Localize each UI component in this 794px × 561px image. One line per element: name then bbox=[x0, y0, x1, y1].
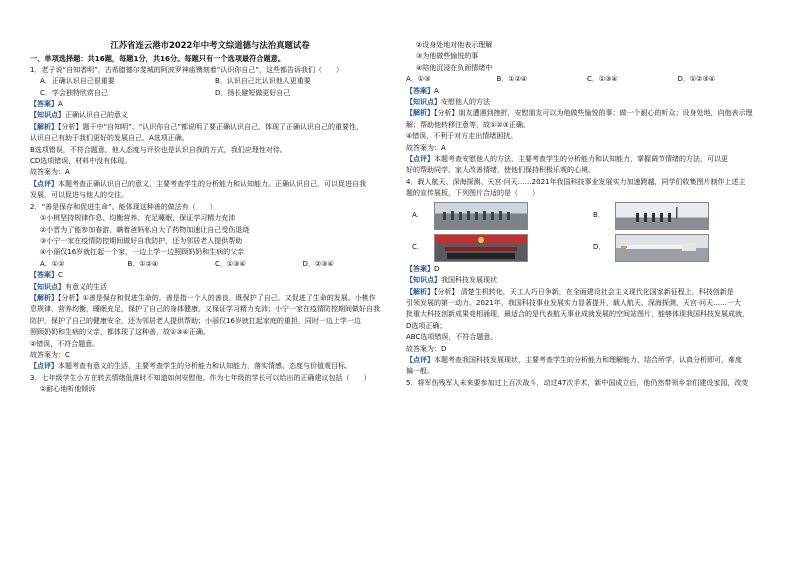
q1-comment-2: 发展，可以促进与他人的交往。 bbox=[30, 191, 128, 200]
q2-statement-1: ①小桃坚持规律作息、均衡营养、充足睡眠，保证学习精力充沛 bbox=[40, 214, 236, 223]
q3-statement-4: ④陪他沉浸在负面情绪中 bbox=[416, 63, 493, 72]
q1-knowledge-point: 正确认识自己的意义 bbox=[65, 111, 128, 120]
q2-final-answer: 故答案为：C bbox=[30, 350, 70, 359]
q2-option-c: C．①③④ bbox=[215, 259, 246, 268]
q2-statement-4: ④小丽仅16岁就扛起一个家，一边上学一边照顾奶奶和生病的父亲 bbox=[40, 248, 245, 257]
q1-option-b: B．认识自己比认识他人更重要 bbox=[215, 77, 311, 86]
q2-option-d: D．②③④ bbox=[302, 259, 334, 268]
q2-comment-tag: 【点评】 bbox=[30, 362, 58, 371]
q4-analysis-4: D选项正确； bbox=[406, 321, 447, 330]
q2-option-a: A．①② bbox=[40, 259, 65, 268]
q2-statement-3: ③小宁一家在疫情防控期间做好自我防护，还为邻居老人提供帮助 bbox=[40, 236, 243, 245]
q3-answer: A bbox=[434, 86, 439, 95]
question-3-cont bbox=[406, 40, 768, 177]
q1-answer: A bbox=[58, 100, 63, 109]
q3-analysis-2: 解；帮助他转移注意等，故①②③正确。 bbox=[406, 120, 530, 129]
paper-title: 江苏省连云港市2022年中考文综道德与法治真题试卷 bbox=[110, 40, 310, 50]
q3-option-a: A．①③ bbox=[406, 75, 431, 84]
q4-stem-2: 题的宣传展板，下列图片合适的是（ ） bbox=[406, 189, 539, 198]
q4-photo-a bbox=[434, 202, 528, 230]
q2-statement-2: ②小晋为了能参加春游，瞒着爸妈私自大了药物加速让自己受伤退烧 bbox=[40, 225, 250, 234]
q1-kp-tag: 【知识点】 bbox=[30, 111, 65, 120]
q4-stem-1: 4．载人航天、深海探测、天宫·问天……2021年我国科技事业发展实力加速跨越，同学们收集图片制作上述主 bbox=[406, 177, 746, 186]
q4-photo-c bbox=[434, 234, 528, 262]
question-1 bbox=[30, 65, 390, 202]
q1-comment-1: 本题考查正确认识自己的意义，主要考查学生的分析能力和认知能力。正确认识自己，可以促进自我 bbox=[58, 179, 366, 188]
q4-comment-1: 本题考查我国科技发展现状，主要考查学生的分析能力和理解能力，结合所学，认真分析即可，难度 bbox=[434, 355, 742, 364]
q3-comment-1: 本题考查安慰他人的方法，主要考查学生的分析能力和认知能力，掌握调节情绪的方法，可以更 bbox=[434, 155, 728, 164]
q4-analysis-2: 引领发展的第一动力。2021年，我国科技事业发展实力显著提升，载人航天、深海探测，天宫·问天……一大 bbox=[406, 298, 742, 307]
q1-analysis-1: 【分析】题干中“自知明”、“认识你自己”都说明了要正确认识自己，体现了正确认识自己的重要性， bbox=[58, 122, 364, 131]
q1-analysis-3: B选项错误，不符合题意，他人态度与评价也是认识自我的方式，我们应理性对待。 bbox=[30, 145, 287, 154]
q2-analysis-3: 防护，保护了自己的健康安全，还为邻居老人提供帮助；小丽仅16岁就扛起家庭的重担，同时一边上学一边 bbox=[30, 316, 361, 325]
q3-comment-tag: 【点评】 bbox=[406, 155, 434, 164]
q3-statement-1: ①耐心地听他倾诉 bbox=[40, 385, 96, 394]
q4-analysis-5: ABC选项错误，不符合题意。 bbox=[406, 333, 498, 342]
q4-kp-tag: 【知识点】 bbox=[406, 276, 441, 285]
question-4 bbox=[406, 177, 768, 378]
q4-comment-2: 偏一般。 bbox=[406, 367, 434, 376]
q3-option-d: D．①②③④ bbox=[677, 75, 715, 84]
q2-knowledge-point: 有意义的生活 bbox=[65, 282, 107, 291]
q2-answer-tag: 【答案】 bbox=[30, 271, 58, 280]
q1-option-a: A．正确认识自己很重要 bbox=[40, 77, 115, 86]
q4-answer-tag: 【答案】 bbox=[406, 264, 434, 273]
question-3-start bbox=[30, 373, 390, 396]
q2-stem: 2．“善是保存和促进生命”。能体现这种善的做法有（ ） bbox=[30, 202, 217, 211]
q1-analysis-tag: 【解析】 bbox=[30, 122, 58, 131]
q3-option-c: C．①③④ bbox=[587, 75, 618, 84]
q4-analysis-tag: 【解析】 bbox=[406, 287, 434, 296]
q4-option-c-label: C． bbox=[412, 242, 424, 251]
q3-analysis-tag: 【解析】 bbox=[406, 109, 434, 118]
q4-image-options bbox=[406, 202, 768, 262]
q4-option-d bbox=[587, 234, 768, 262]
q4-photo-b bbox=[615, 202, 709, 230]
q1-analysis-4: CD选项错误，材料中没有体现。 bbox=[30, 157, 132, 166]
left-column bbox=[30, 0, 390, 396]
q3-option-b: B．①②④ bbox=[496, 75, 528, 84]
q3-answer-tag: 【答案】 bbox=[406, 86, 434, 95]
q2-answer: C bbox=[58, 271, 63, 280]
q2-option-b: B．①②④ bbox=[127, 259, 159, 268]
q4-final-answer: 故答案为：D bbox=[406, 344, 447, 353]
q4-option-b-label: B． bbox=[593, 210, 605, 219]
q4-analysis-3: 批重大科技创新成果竞相涌现，最适合的是代表航天事业成就发展的空间站图片，能够体现我国科技发展成就， bbox=[406, 310, 749, 319]
q4-photo-d bbox=[615, 234, 709, 262]
q1-final-answer: 故答案为：A bbox=[30, 168, 70, 177]
q2-analysis-1: 【分析】①善是保存和促进生命的，善是指一个人的善良，既保护了自己，又促进了生命的发展。小桃作 bbox=[58, 293, 376, 302]
q2-kp-tag: 【知识点】 bbox=[30, 282, 65, 291]
q2-analysis-5: ②错误，不符合题意。 bbox=[30, 339, 100, 348]
right-column bbox=[406, 40, 768, 389]
q4-option-a-label: A． bbox=[412, 210, 424, 219]
q3-statement-3: ③为他做些愉悦的事 bbox=[416, 52, 479, 61]
q4-comment-tag: 【点评】 bbox=[406, 355, 434, 364]
q4-option-b bbox=[587, 202, 768, 230]
q4-answer: D bbox=[434, 264, 440, 273]
q2-comment-1: 本题考查有意义的生活，主要考查学生的分析能力和认知能力，落实情感、态度与价值观目标。 bbox=[58, 362, 352, 371]
q3-analysis-1: 【分析】朋友遭遇到挫折，安慰朋友可以为他做些愉悦的事；做一个耐心的听众；设身处地，向他表示理 bbox=[434, 109, 753, 118]
q1-option-d: D．扬长避短做更好自己 bbox=[215, 88, 291, 97]
q3-final-answer: 故答案为：A bbox=[406, 143, 446, 152]
q1-option-c: C．学会独特欣赏自己 bbox=[40, 88, 108, 97]
q3-kp-tag: 【知识点】 bbox=[406, 98, 441, 107]
q4-knowledge-point: 我国科技发展现状 bbox=[441, 276, 497, 285]
q1-answer-tag: 【答案】 bbox=[30, 100, 58, 109]
q3-stem: 3．七年级学生小方在转去情绪低落时不知道如何安慰他。作为七年级的学长可以给出的正确建议包括（ ） bbox=[30, 373, 371, 382]
q4-option-c bbox=[406, 234, 587, 262]
q4-option-d-label: D． bbox=[593, 242, 606, 251]
question-2 bbox=[30, 202, 390, 373]
section-heading: 一、单项选择题：共16题，每题1分，共16分。每题只有一个选项最符合题意。 bbox=[30, 54, 286, 64]
q3-knowledge-point: 安慰他人的方法 bbox=[441, 98, 490, 107]
q4-analysis-1: 【分析】 清楚生机转化，天工人巧日争新，在全面建设社会主义现代化国家新征程上，科技创新是 bbox=[434, 287, 734, 296]
q5-stem: 5．将军伤残军人未来要参加过上百次战斗，动过47次手术，新中国成立后，他仍然带领乡亲们建设家园，改变 bbox=[406, 378, 749, 387]
q3-comment-2: 好的帮助同学、家人改善情绪，使他们保持积极乐观的心境。 bbox=[406, 166, 595, 175]
q2-analysis-4: 照顾奶奶和生病的父亲，都体现了这种善，故①③④正确。 bbox=[30, 328, 210, 337]
q3-analysis-3: ④错误，不利于对方走出情绪困扰。 bbox=[406, 132, 518, 141]
question-5 bbox=[406, 378, 768, 389]
q3-statement-2: ②设身处地对他表示理解 bbox=[416, 41, 493, 49]
q2-analysis-2: 息规律，营养均衡，睡眠充足，保护了自己的身体健康，又保证学习精力充沛；小宁一家在疫情防控期间做好自我 bbox=[30, 305, 380, 314]
q2-analysis-tag: 【解析】 bbox=[30, 293, 58, 302]
q4-option-a bbox=[406, 202, 587, 230]
q1-stem: 1．老子说“自知者明”，古希腊德尔斐城的阿波罗神庙镌刻着“认识你自己”，这些都告诉我们（ ） bbox=[30, 65, 343, 74]
q1-analysis-2: 认识自己有助于我们更好的发展自己，A选项正确。 bbox=[30, 134, 189, 143]
q1-comment-tag: 【点评】 bbox=[30, 179, 58, 188]
